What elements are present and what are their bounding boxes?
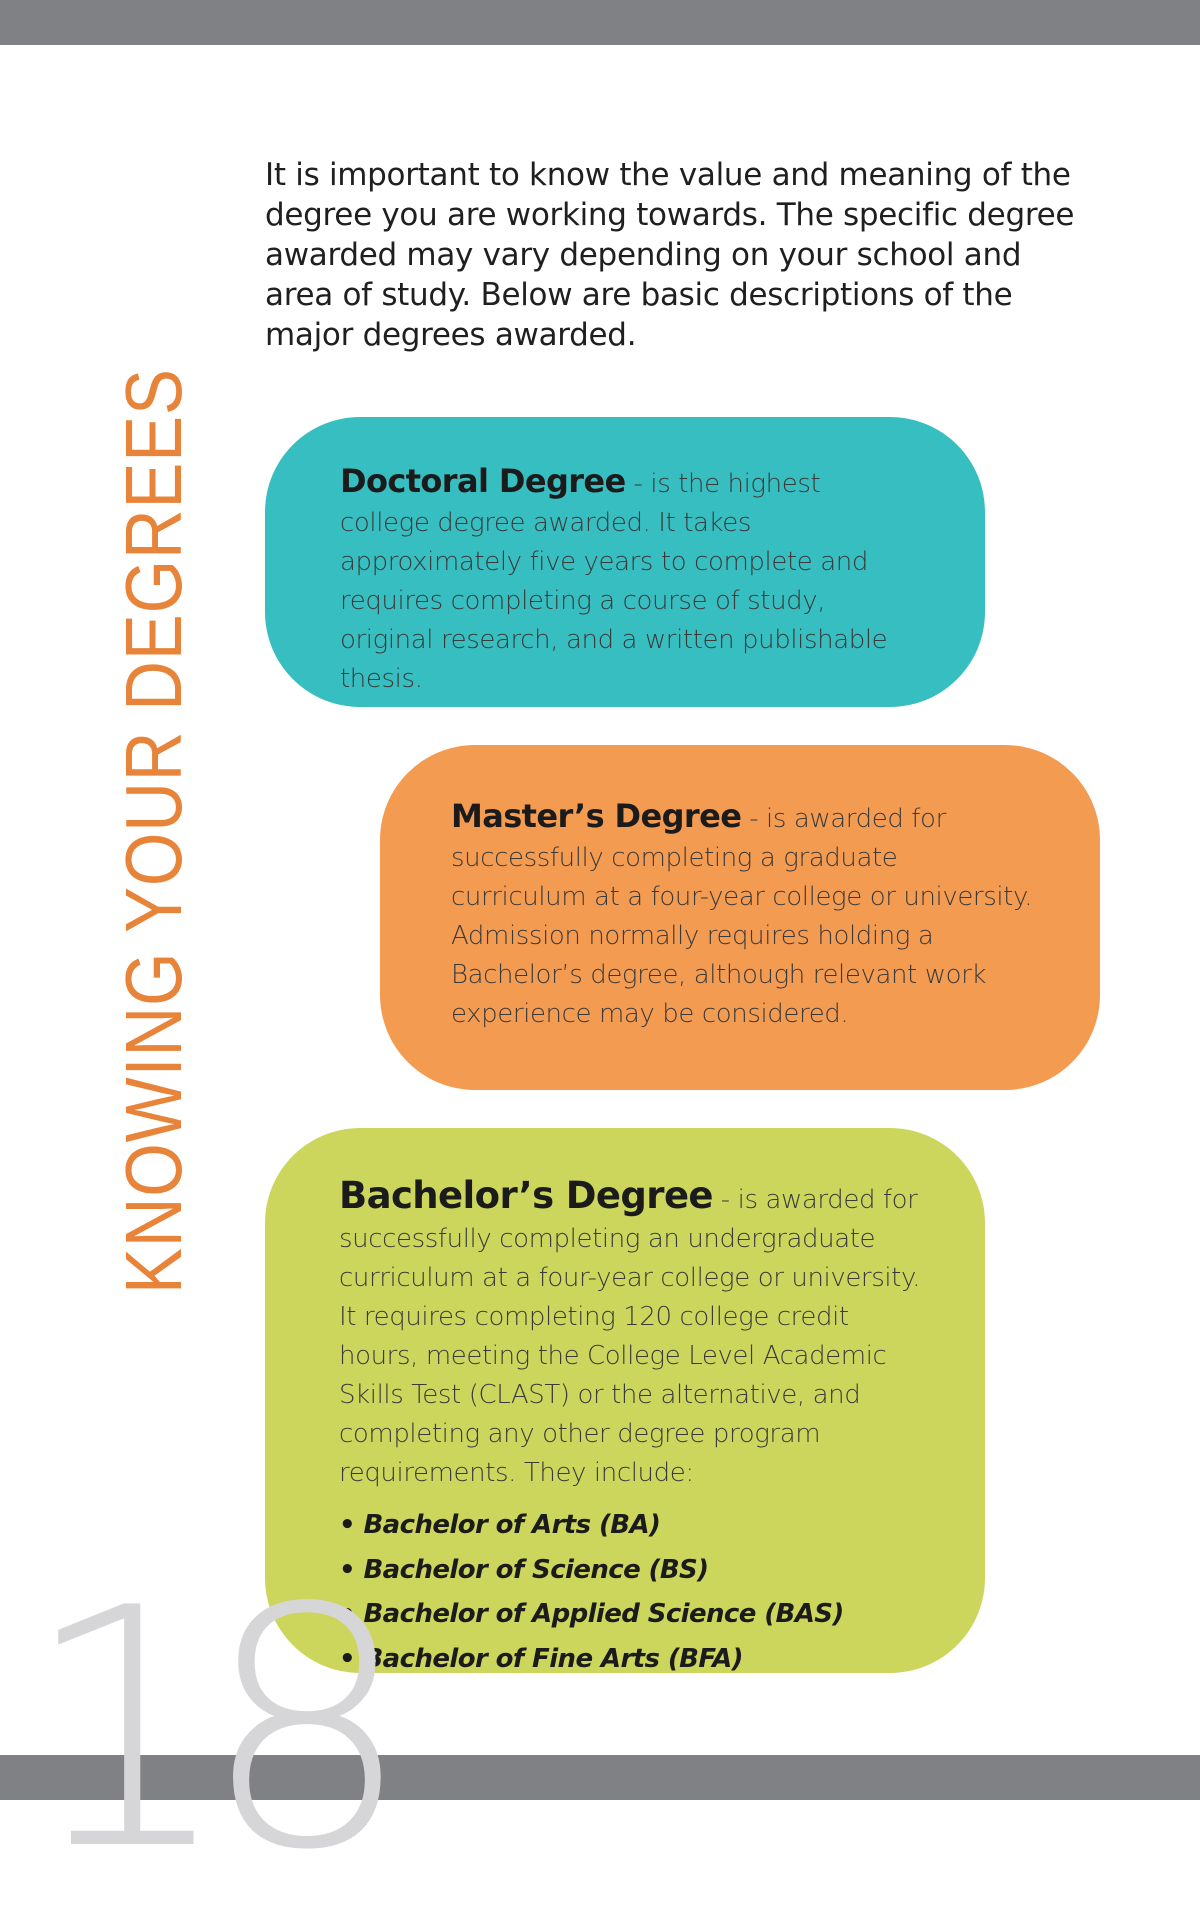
bachelors-degree-name: Bachelor’s Degree: [339, 1174, 713, 1217]
bachelors-degree-requirements: It requires completing 120 college credit hours, meeting the College Level Academic Skills Test (CLAST) or the alternative, and completing any other degree program requirements. They include:: [339, 1302, 887, 1488]
degree-list-item: • Bachelor of Applied Science (BAS): [339, 1599, 844, 1629]
masters-degree-card: [380, 745, 1100, 1090]
degree-list-item: • Bachelor of Fine Arts (BFA): [339, 1643, 743, 1674]
doctoral-degree-text: [340, 462, 915, 699]
masters-degree-admission: Admission normally requires holding a Bachelor’s degree, although relevant work experience may be considered.: [451, 921, 987, 1029]
page-number: 18: [22, 1538, 382, 1922]
top-bar: [0, 0, 1200, 45]
doctoral-degree-description: - is the highest college degree awarded. It takes approximately five years to complete and requires completing a course of study, original research, and a written publishable thesis.: [340, 469, 888, 694]
masters-degree-description: - is awarded for successfully completing a graduate curriculum at a four-year college or university.: [451, 804, 1033, 912]
degree-list-item: • Bachelor of Arts (BA): [339, 1510, 661, 1540]
doctoral-degree-card: [265, 417, 985, 707]
section-title: KNOWING YOUR DEGREES: [109, 368, 198, 1294]
bachelors-degree-description: - is awarded for successfully completing an undergraduate curriculum at a four-year college or university.: [339, 1185, 921, 1293]
degree-list-item: • Bachelor of Science (BS): [339, 1554, 709, 1585]
doctoral-degree-name: Doctoral Degree: [340, 462, 626, 500]
intro-paragraph: It is important to know the value and meaning of the degree you are working towards. The specific degree awarded may vary depending on your school and area of study. Below are basic descriptions of the major degrees awarded.: [265, 157, 1075, 353]
masters-degree-name: Master’s Degree: [451, 797, 742, 835]
bachelors-degree-text: [339, 1176, 935, 1298]
bachelors-degree-list: [339, 1503, 935, 1681]
masters-degree-text: [451, 797, 1040, 917]
